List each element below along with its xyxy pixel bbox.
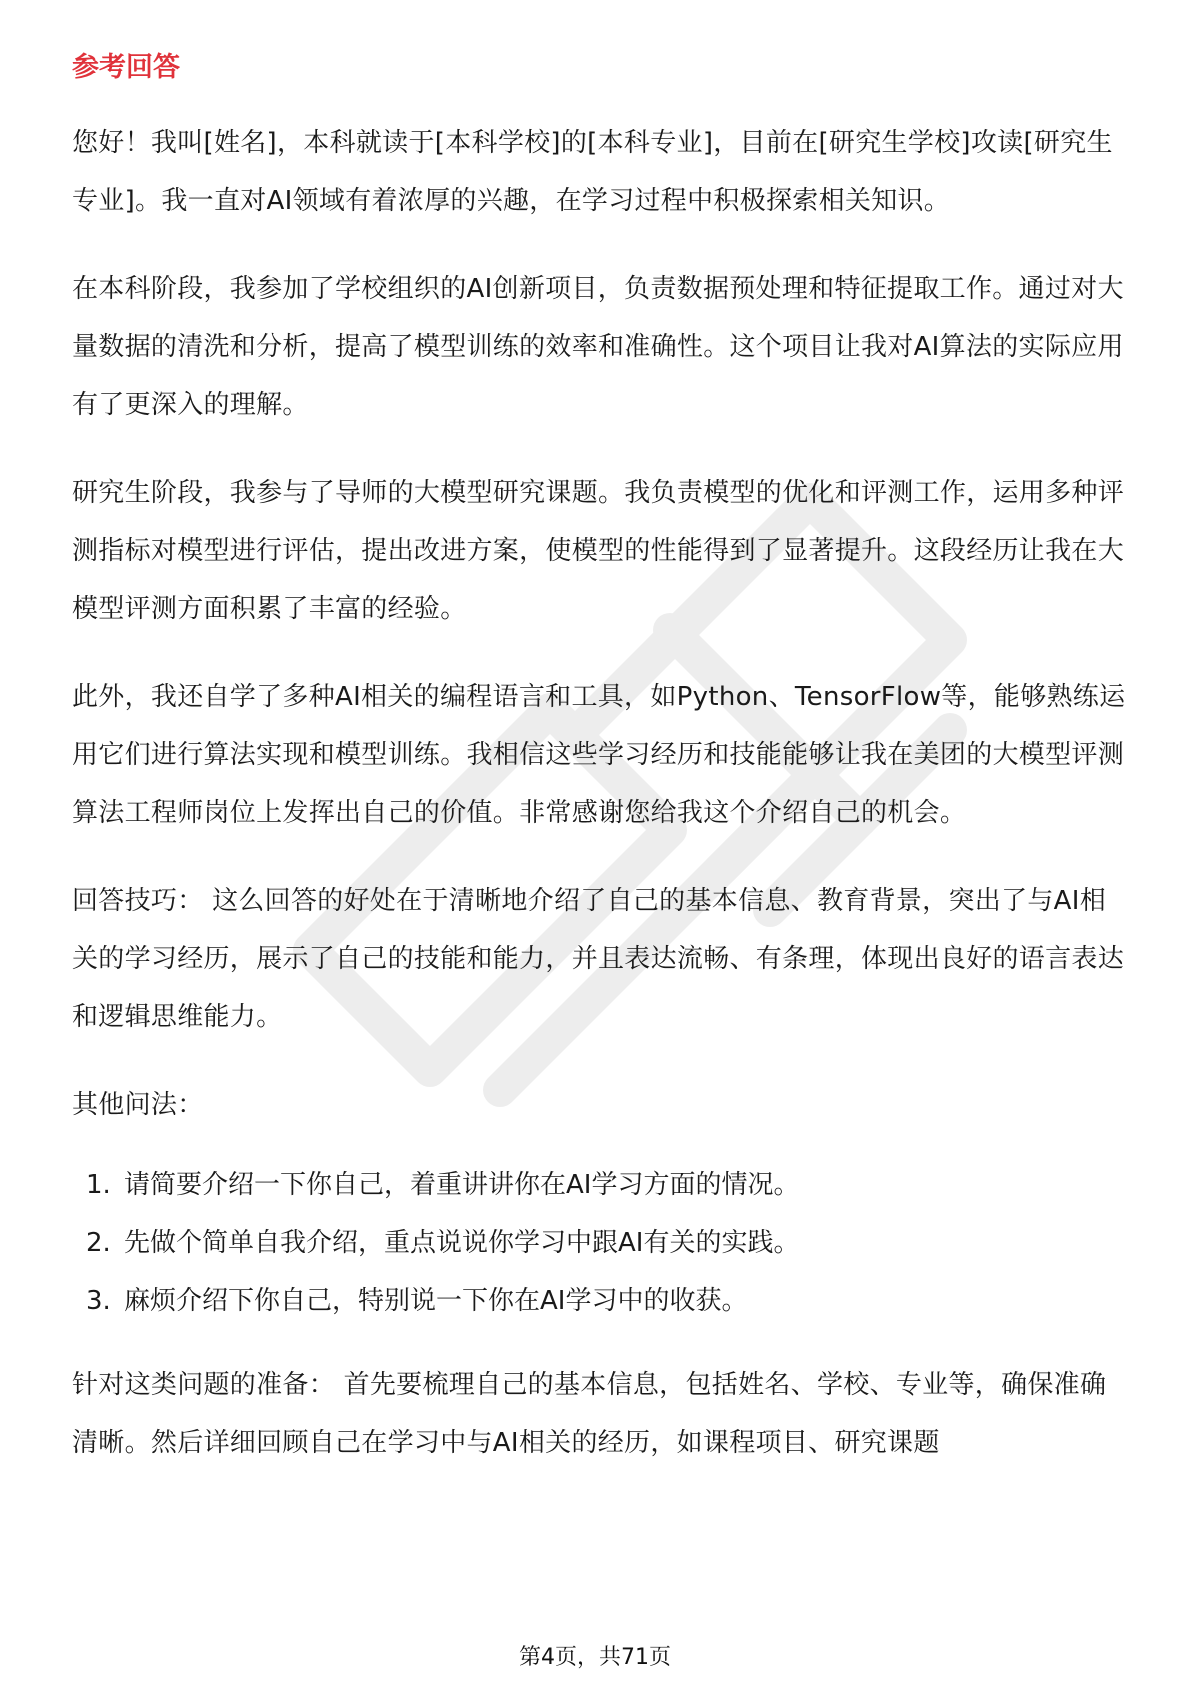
list-number: 1.	[86, 1170, 111, 1200]
list-number: 3.	[86, 1286, 111, 1316]
list-text: 请简要介绍一下你自己，着重讲讲你在AI学习方面的情况。	[124, 1170, 800, 1200]
list-number: 2.	[86, 1228, 111, 1258]
paragraph-skills: 此外，我还自学了多种AI相关的编程语言和工具，如Python、TensorFlow等，能够熟练运用它们进行算法实现和模型训练。我相信这些学习经历和技能能够让我在美团的大模型评测算法工程师岗位上发挥出自己的价值。非常感谢您给我这个介绍自己的机会。	[72, 682, 1126, 828]
list-item	[86, 1214, 1132, 1272]
list-text: 麻烦介绍下你自己，特别说一下你在AI学习中的收获。	[124, 1286, 748, 1316]
alt-question-list	[72, 1156, 1132, 1330]
paragraph-tips: 回答技巧： 这么回答的好处在于清晰地介绍了自己的基本信息、教育背景，突出了与AI相关的学习经历，展示了自己的技能和能力，并且表达流畅、有条理，体现出良好的语言表达和逻辑思维能力。	[72, 886, 1125, 1032]
list-item	[86, 1272, 1132, 1330]
page-footer: 第4页，共71页	[519, 1645, 671, 1670]
paragraph-graduate: 研究生阶段，我参与了导师的大模型研究课题。我负责模型的优化和评测工作，运用多种评测指标对模型进行评估，提出改进方案，使模型的性能得到了显著提升。这段经历让我在大模型评测方面积累了丰富的经验。	[72, 478, 1125, 624]
paragraph-intro: 您好！我叫[姓名]，本科就读于[本科学校]的[本科专业]，目前在[研究生学校]攻读[研究生专业]。我一直对AI领域有着浓厚的兴趣，在学习过程中积极探索相关知识。	[72, 128, 1113, 216]
document-page	[72, 48, 1132, 1502]
paragraph-preparation: 针对这类问题的准备： 首先要梳理自己的基本信息，包括姓名、学校、专业等，确保准确清晰。然后详细回顾自己在学习中与AI相关的经历，如课程项目、研究课题	[72, 1370, 1107, 1458]
paragraph-undergrad: 在本科阶段，我参加了学校组织的AI创新项目，负责数据预处理和特征提取工作。通过对大量数据的清洗和分析，提高了模型训练的效率和准确性。这个项目让我对AI算法的实际应用有了更深入的理解。	[72, 274, 1124, 420]
list-item	[86, 1156, 1132, 1214]
list-text: 先做个简单自我介绍，重点说说你学习中跟AI有关的实践。	[124, 1228, 800, 1258]
other-questions-label: 其他问法：	[72, 1090, 204, 1120]
section-title: 参考回答	[72, 52, 180, 83]
